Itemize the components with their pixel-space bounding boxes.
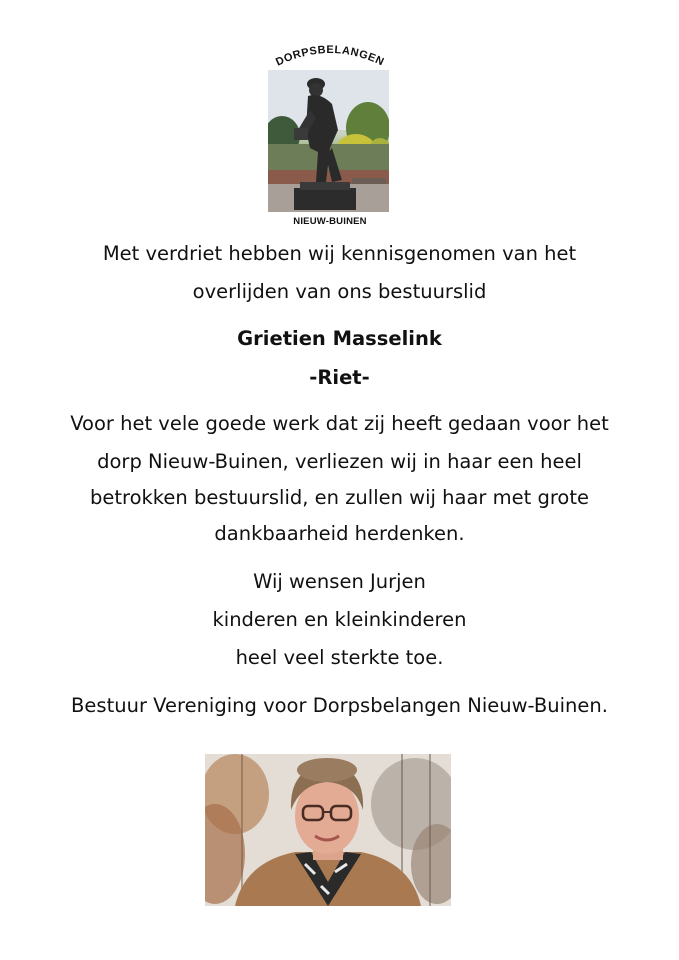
statue-illustration (268, 70, 389, 212)
intro-line-2: overlijden van ons bestuurslid (192, 280, 487, 303)
wish-line-1: Wij wensen Jurjen (253, 570, 426, 593)
svg-text:DORPSBELANGEN: DORPSBELANGEN (273, 43, 387, 69)
signature: Bestuur Vereniging voor Dorpsbelangen Nieuw-Buinen. (71, 694, 608, 717)
portrait-photo (205, 754, 451, 906)
wish-line-2: kinderen en kleinkinderen (212, 608, 467, 631)
logo-bottom-text: NIEUW-BUINEN (293, 216, 367, 227)
tribute-line-2: dorp Nieuw-Buinen, verliezen wij in haar een heel (97, 450, 582, 473)
intro-line-1: Met verdriet hebben wij kennisgenomen van het (102, 242, 577, 265)
wish-line-3: heel veel sterkte toe. (235, 646, 444, 669)
deceased-name: Grietien Masselink (237, 327, 442, 350)
deceased-nickname: -Riet- (309, 366, 370, 389)
statue-photo (268, 70, 389, 212)
dorpsbelangen-logo (262, 40, 398, 230)
tribute-line-1: Voor het vele goede werk dat zij heeft gedaan voor het (70, 412, 609, 435)
tribute-line-4: dankbaarheid herdenken. (214, 522, 465, 545)
tribute-line-3: betrokken bestuurslid, en zullen wij haar met grote (89, 486, 590, 509)
portrait-illustration (205, 754, 451, 906)
